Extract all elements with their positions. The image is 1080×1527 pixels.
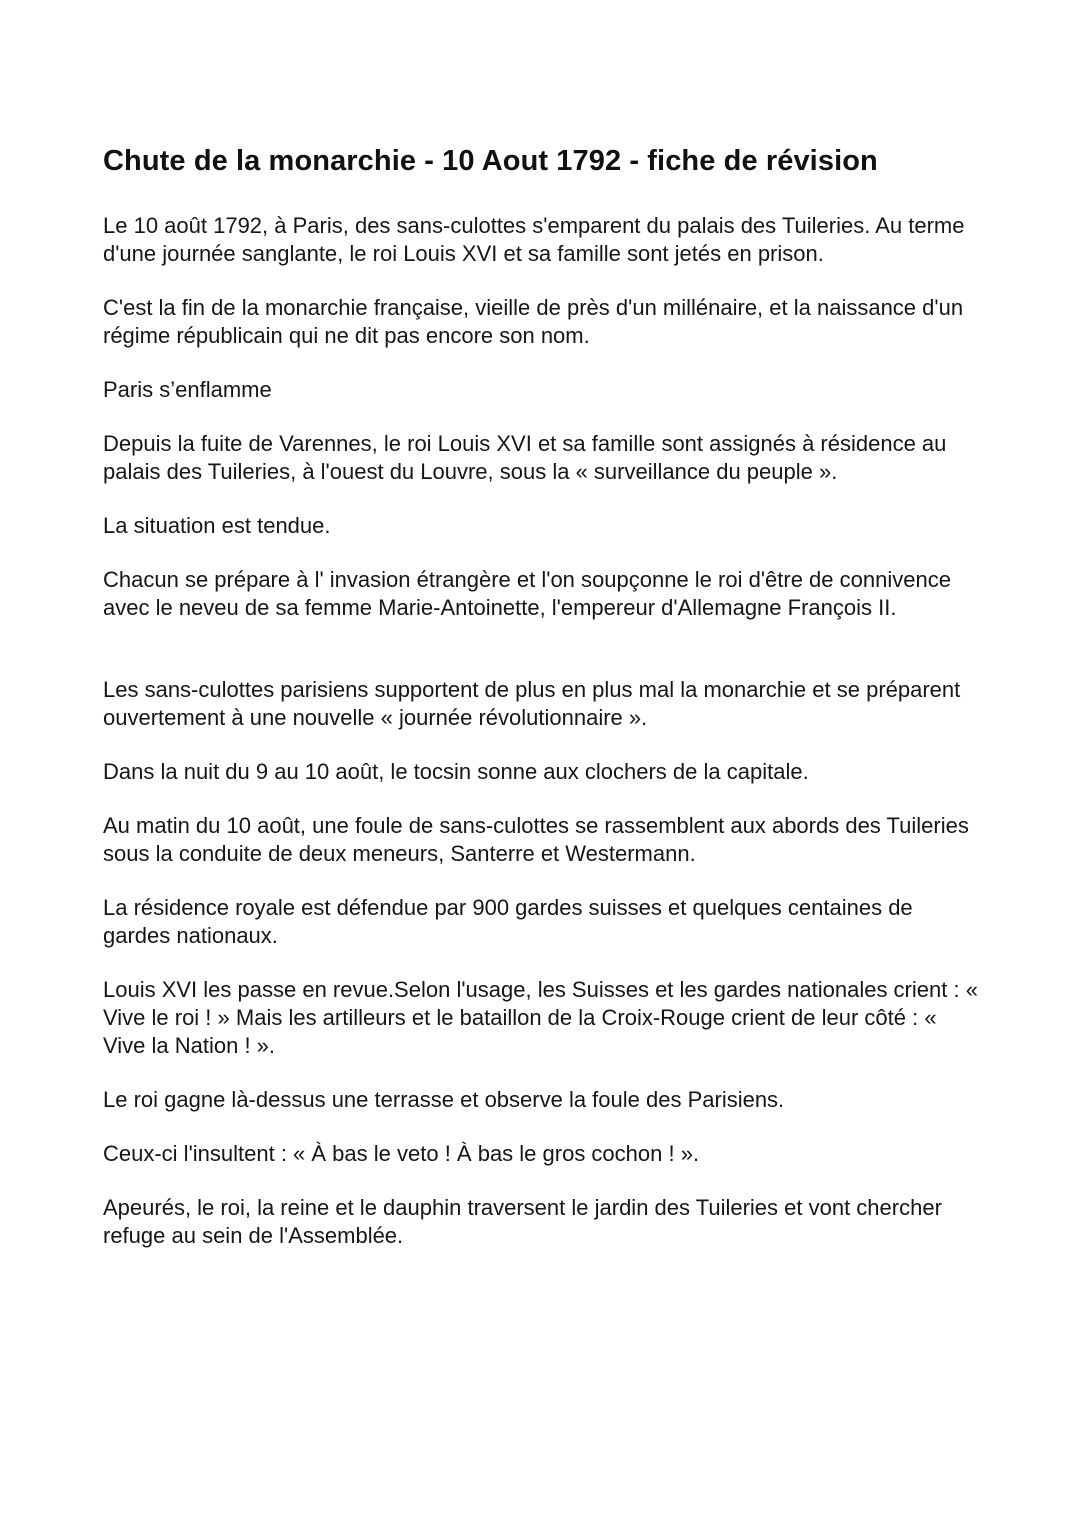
document-title: Chute de la monarchie - 10 Aout 1792 - fiche de révision: [103, 145, 878, 177]
paragraph-insults: Ceux-ci l'insultent : « À bas le veto ! À bas le gros cochon ! ».: [103, 1141, 700, 1166]
paragraph-invasion: Chacun se prépare à l' invasion étrangère et l'on soupçonne le roi d'être de connivence avec le neveu de sa femme Marie-Antoinette, l'empereur d'Allemagne François II.: [103, 567, 951, 620]
document-body: [103, 143, 983, 1276]
paragraph-tension: La situation est tendue.: [103, 513, 331, 538]
paragraph-refuge: Apeurés, le roi, la reine et le dauphin traversent le jardin des Tuileries et vont chercher refuge au sein de l'Assemblée.: [103, 1195, 942, 1248]
paragraph-sans-culottes: Les sans-culottes parisiens supportent de plus en plus mal la monarchie et se préparent ouvertement à une nouvelle « journée révolutionnaire ».: [103, 677, 961, 730]
paragraph-tocsin: Dans la nuit du 9 au 10 août, le tocsin sonne aux clochers de la capitale.: [103, 759, 809, 784]
paragraph-end-of-monarchy: C'est la fin de la monarchie française, vieille de près d'un millénaire, et la naissance d'un régime républicain qui ne dit pas encore son nom.: [103, 295, 964, 348]
paragraph-varennes: Depuis la fuite de Varennes, le roi Louis XVI et sa famille sont assignés à résidence au palais des Tuileries, à l'ouest du Louvre, sous la « surveillance du peuple ».: [103, 431, 947, 484]
paragraph-review: Louis XVI les passe en revue.Selon l'usage, les Suisses et les gardes nationales crient : « Vive le roi ! » Mais les artilleurs et le bataillon de la Croix-Rouge crient de leur côté : « Vive la Nation ! ».: [103, 977, 978, 1058]
section-heading-paris: Paris s’enflamme: [103, 377, 272, 402]
paragraph-defense: La résidence royale est défendue par 900 gardes suisses et quelques centaines de gardes nationaux.: [103, 895, 913, 948]
paragraph-morning-crowd: Au matin du 10 août, une foule de sans-culottes se rassemblent aux abords des Tuileries sous la conduite de deux meneurs, Santerre et Westermann.: [103, 813, 969, 866]
paragraph-intro: Le 10 août 1792, à Paris, des sans-culottes s'emparent du palais des Tuileries. Au terme d'une journée sanglante, le roi Louis XVI et sa famille sont jetés en prison.: [103, 213, 965, 266]
paragraph-terrace: Le roi gagne là-dessus une terrasse et observe la foule des Parisiens.: [103, 1087, 785, 1112]
